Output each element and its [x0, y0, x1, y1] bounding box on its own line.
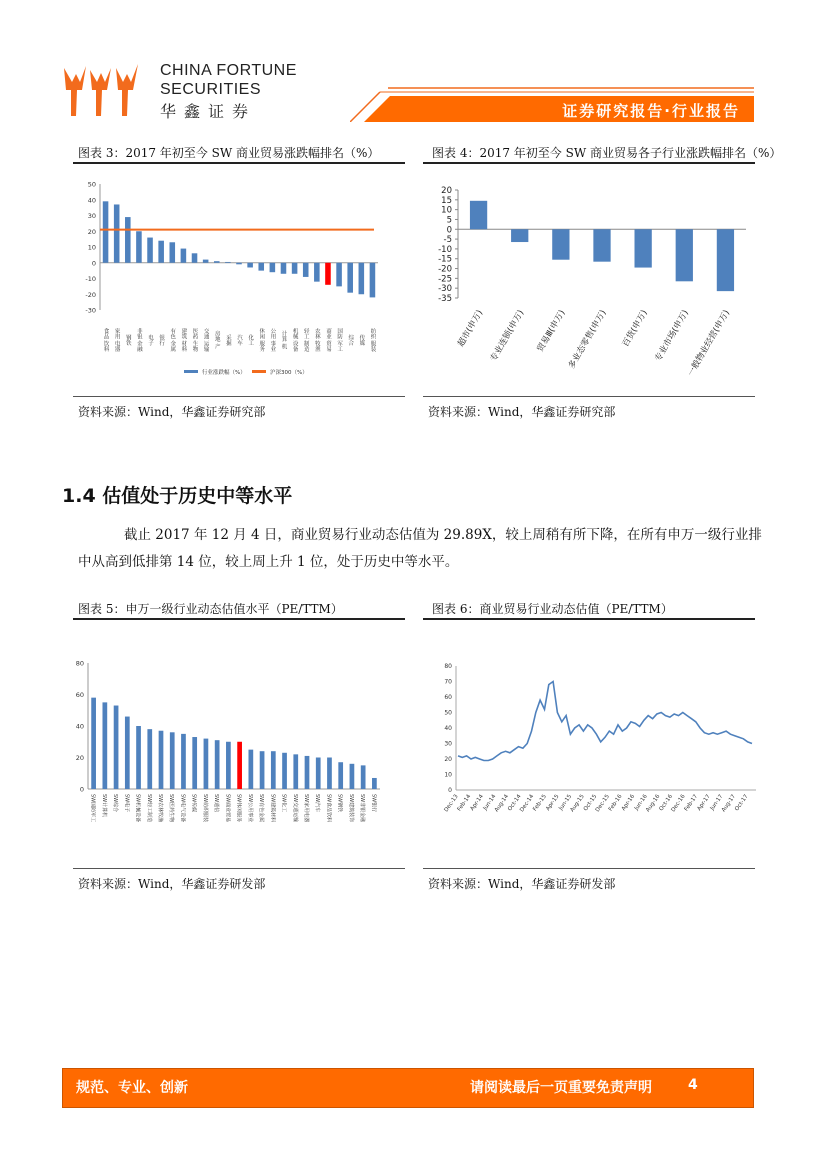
fig5-bar: [260, 751, 265, 789]
fig3-y-tick: -30: [85, 306, 96, 315]
fig3-bar: [258, 263, 264, 271]
fig3-bar: [236, 263, 242, 265]
fig6-x-label: Dec-15: [594, 793, 611, 814]
fig5-bar: [237, 742, 242, 789]
fig6-x-label: Aug-15: [569, 793, 586, 814]
fig5-y-tick: 40: [75, 722, 84, 731]
fig5-x-label: SW纺织服装: [201, 794, 208, 823]
fig6-x-label: Feb-16: [607, 793, 624, 813]
fig4-y-tick: 15: [441, 195, 452, 206]
fig3-x-label: 公用 事业: [269, 328, 276, 352]
fig6-x-label: Jun-14: [482, 793, 498, 812]
fig5-x-label: SW家用电器: [303, 794, 309, 823]
fig5-x-label: SW钢铁: [336, 794, 343, 813]
fig3-bar: [270, 263, 276, 272]
fig3-x-label: 采掘: [224, 334, 231, 346]
fig5-x-label: SW食品饮料: [325, 794, 332, 823]
fig3-x-label: 交通 运输: [202, 328, 209, 352]
fig4-bar: [717, 229, 734, 291]
fig6-x-label: Jun-15: [558, 793, 574, 812]
fig3-bar: [314, 263, 320, 282]
fig3-x-label: 汽车: [236, 334, 242, 346]
fig6-y-tick: 0: [448, 787, 452, 794]
fig5-bar: [181, 734, 186, 789]
fig5-x-label: SW传媒: [190, 794, 197, 813]
fig5-bar: [159, 731, 164, 789]
company-logo: [60, 60, 150, 118]
fig3-bar: [192, 253, 198, 262]
fig4-y-tick: -10: [438, 244, 452, 255]
fig3-x-label: 银行: [158, 334, 165, 346]
fig5-bar: [282, 753, 287, 789]
fig5-y-tick: 60: [75, 691, 84, 699]
fig3-bar: [181, 249, 187, 263]
fig5-bar: [316, 758, 321, 790]
section-heading: 1.4 估值处于历史中等水平: [62, 485, 293, 507]
fig5-x-label: SW非银金融: [359, 794, 366, 823]
fig3-bar: [247, 263, 253, 268]
company-name-cn: 华鑫证券: [160, 102, 257, 121]
fig6-chart: [430, 660, 760, 835]
fig6-y-tick: 10: [444, 771, 452, 779]
fig6-x-label: Dec-14: [519, 793, 536, 814]
fig4-x-label: 专业市场(申万): [653, 308, 691, 364]
fig3-x-label: 有色 金属: [169, 328, 176, 352]
fig3-chart: [74, 176, 404, 381]
fig3-bar: [303, 263, 309, 277]
fig3-legend-label: 行业涨跌幅（%）: [202, 370, 246, 376]
fig3-bottom-rule: [73, 396, 405, 397]
fig5-bar: [102, 702, 107, 789]
fig3-x-label: 轻工 制造: [302, 328, 309, 352]
fig5-x-label: SW综合: [112, 794, 119, 813]
fig6-x-label: Apr-15: [545, 793, 561, 813]
fig5-bar: [147, 729, 152, 789]
fig4-y-tick: 10: [441, 205, 452, 216]
fig3-x-label: 非银 金融: [135, 328, 142, 352]
fig3-bar: [147, 238, 153, 263]
fig6-y-tick: 70: [444, 678, 452, 686]
fig4-y-tick: -5: [443, 235, 452, 246]
fig6-y-tick: 20: [444, 756, 452, 763]
fig6-x-label: Feb-17: [683, 793, 700, 813]
fig3-x-label: 钢铁: [124, 334, 131, 346]
fig6-series-line: [458, 682, 752, 761]
fig6-y-tick: 30: [444, 740, 452, 748]
footer-disclaimer[interactable]: 请阅读最后一页重要免责声明: [470, 1080, 652, 1096]
fig5-bar: [372, 778, 377, 789]
fig3-bar: [114, 204, 120, 262]
fig6-x-label: Apr-17: [696, 793, 712, 813]
fig6-x-label: Jun-16: [633, 793, 649, 812]
fig4-top-rule: [423, 162, 755, 164]
fig6-y-tick: 50: [444, 709, 452, 717]
fig5-bar: [293, 754, 298, 789]
fig6-x-label: Feb-14: [456, 793, 473, 813]
fig4-x-label: 多业态零售(申万): [566, 308, 609, 371]
fig6-x-label: Oct-17: [734, 793, 750, 813]
fig3-y-tick: 0: [91, 259, 96, 268]
company-name-en-2: SECURITIES: [160, 81, 262, 98]
fig3-x-label: 国防 军工: [336, 328, 343, 352]
fig5-x-label: SW建筑装饰: [347, 794, 354, 823]
fig6-top-rule: [423, 618, 755, 620]
fig3-x-label: 食品 饮料: [102, 328, 109, 352]
fig3-y-tick: 30: [87, 212, 96, 220]
report-type-banner: 证券研究报告·行业报告: [562, 102, 740, 120]
fig5-bar: [204, 739, 209, 789]
fig5-bar: [305, 756, 310, 789]
fig4-bar: [676, 229, 693, 281]
fig5-bar: [226, 742, 231, 789]
fig4-bar: [511, 229, 528, 242]
fig3-y-tick: 40: [87, 196, 96, 205]
fig6-x-label: Apr-14: [469, 793, 485, 813]
fig3-bar: [158, 241, 164, 263]
fig6-y-tick: 40: [444, 725, 452, 732]
fig5-y-tick: 20: [75, 754, 84, 762]
fig4-y-tick: -20: [438, 264, 452, 275]
fig3-x-label: 综合: [347, 334, 354, 346]
fig3-y-tick: -10: [85, 275, 96, 283]
fig4-y-tick: 0: [446, 225, 452, 236]
fig3-bar: [347, 263, 353, 293]
fig5-bar: [114, 706, 119, 789]
fig3-legend-swatch-bar: [184, 370, 198, 373]
fig5-bar: [136, 726, 141, 789]
fig4-bar: [593, 229, 610, 261]
fig5-x-label: SW电子: [123, 794, 130, 813]
fig3-title: 图表 3：2017 年初至今 SW 商业贸易涨跌幅排名（%）: [78, 146, 380, 160]
fig5-y-tick: 0: [79, 785, 84, 794]
fig6-bottom-rule: [423, 868, 755, 869]
fig5-x-label: SW商业贸易: [224, 794, 231, 823]
fig3-bar: [325, 263, 331, 285]
fig4-y-tick: -30: [438, 284, 452, 295]
fig4-bar: [470, 201, 487, 229]
fig3-x-label: 化工: [247, 334, 254, 346]
fig4-y-tick: -35: [438, 294, 452, 304]
fig3-x-label: 机械 设备: [291, 328, 298, 352]
fig3-x-label: 房地 产: [213, 330, 220, 350]
logo-mark-icon: [60, 60, 150, 118]
fig5-x-label: SW化工: [280, 794, 287, 813]
footer-motto: 规范、专业、创新: [76, 1080, 188, 1096]
fig3-x-label: 传媒: [358, 334, 365, 346]
fig5-bar: [192, 737, 197, 789]
fig6-x-label: Oct-15: [582, 793, 599, 813]
fig4-source: 资料来源：Wind，华鑫证券研究部: [428, 405, 616, 419]
fig3-bar: [281, 263, 287, 274]
fig3-source: 资料来源：Wind，华鑫证券研究部: [78, 405, 266, 419]
fig3-legend-swatch-line: [252, 370, 266, 373]
fig5-x-label: SW银行: [370, 794, 377, 813]
fig4-y-tick: 5: [446, 215, 452, 226]
fig3-legend-label: 沪深300（%）: [270, 370, 308, 376]
fig5-bar: [170, 732, 175, 789]
fig6-y-tick: 60: [444, 694, 452, 701]
fig5-chart: [70, 655, 390, 850]
fig4-y-tick: -15: [438, 254, 452, 265]
fig3-y-tick: -20: [85, 290, 96, 299]
fig5-bar: [350, 764, 355, 789]
fig3-y-tick: 10: [87, 243, 96, 252]
fig3-bar: [136, 231, 142, 263]
fig4-x-label: 一般物业经营(申万): [686, 308, 733, 379]
fig5-bar: [361, 765, 366, 789]
fig5-x-label: SW建筑材料: [269, 794, 276, 823]
section-paragraph: 截止 2017 年 12 月 4 日，商业贸易行业动态估值为 29.89X，较上周稍有所下降，在所有申万一级行业排中从高到低排第 14 位，较上周上升 1 位，处于历史中等水平。: [78, 527, 762, 570]
fig3-x-label: 家用 电器: [113, 328, 120, 352]
fig6-source: 资料来源：Wind，华鑫证券研发部: [428, 877, 616, 891]
fig3-top-rule: [73, 162, 405, 164]
fig3-bar: [203, 260, 209, 263]
fig6-x-label: Aug-14: [493, 793, 511, 814]
fig3-y-tick: 50: [87, 180, 96, 189]
fig5-y-tick: 80: [75, 659, 84, 668]
fig3-y-tick: 20: [87, 227, 96, 236]
fig3-x-label: 商业 贸易: [324, 328, 331, 352]
fig6-x-label: Dec-13: [443, 793, 460, 814]
fig3-x-label: 计算 机: [280, 330, 287, 350]
fig5-x-label: SW公用事业: [246, 794, 253, 823]
fig6-x-label: Aug-16: [645, 793, 662, 814]
fig6-x-label: Jun-17: [709, 793, 725, 812]
fig6-y-tick: 80: [444, 663, 452, 670]
fig3-bar: [214, 261, 220, 263]
fig5-x-label: SW通信: [213, 794, 220, 813]
fig3-bar: [292, 263, 298, 274]
fig4-x-label: 百货(申万): [620, 308, 650, 349]
fig4-title: 图表 4：2017 年初至今 SW 商业贸易各子行业涨跌幅排名（%）: [432, 146, 782, 160]
fig3-x-label: 医药 生物: [191, 328, 198, 352]
fig6-x-label: Apr-16: [620, 793, 637, 813]
fig5-bar: [125, 717, 130, 789]
fig5-bar: [271, 751, 276, 789]
fig5-x-label: SW有色金属: [258, 794, 265, 823]
fig6-title: 图表 6：商业贸易行业动态估值（PE/TTM）: [432, 602, 673, 616]
fig4-y-tick: -25: [438, 274, 452, 285]
fig5-x-label: SW国防军工: [89, 794, 96, 823]
fig5-x-label: SW交通运输: [291, 794, 298, 823]
fig3-bar: [359, 263, 365, 295]
fig5-top-rule: [73, 618, 405, 620]
fig6-x-label: Oct-14: [507, 793, 523, 813]
fig6-x-label: Aug-17: [720, 793, 738, 814]
fig5-x-label: SW电气设备: [179, 794, 186, 823]
fig5-bar: [327, 758, 332, 790]
fig5-bottom-rule: [73, 868, 405, 869]
fig4-x-label: 贸易Ⅲ(申万): [535, 308, 568, 354]
fig5-bar: [248, 750, 253, 789]
fig5-x-label: SW轻工制造: [145, 794, 152, 823]
fig5-x-label: SW医药生物: [168, 794, 175, 823]
fig4-chart: [424, 180, 754, 380]
fig4-bottom-rule: [423, 396, 755, 397]
fig5-bar: [338, 762, 343, 789]
fig3-bar: [225, 262, 231, 263]
fig3-bar: [125, 217, 131, 263]
fig5-title: 图表 5：申万一级行业动态估值水平（PE/TTM）: [78, 602, 343, 616]
fig3-x-label: 休闲 服务: [258, 328, 265, 352]
fig3-x-label: 纺织 服装: [369, 328, 376, 352]
fig5-x-label: SW机械设备: [134, 794, 141, 823]
fig3-bar: [170, 242, 176, 262]
fig3-bar: [103, 201, 109, 262]
fig5-bar: [215, 740, 220, 789]
fig3-x-label: 建筑 材料: [180, 328, 187, 352]
fig3-bar: [336, 263, 342, 287]
fig6-x-label: Dec-16: [670, 793, 687, 814]
fig5-x-label: SW汽车: [314, 794, 321, 813]
fig4-y-tick: 20: [441, 186, 452, 196]
fig4-bar: [552, 229, 569, 259]
fig3-bar: [370, 263, 376, 298]
fig4-x-label: 超市(申万): [456, 308, 486, 349]
fig5-x-label: SW计算机: [100, 794, 107, 818]
fig3-x-label: 电子: [147, 334, 154, 346]
fig3-x-label: 农林 牧渔: [313, 328, 320, 352]
fig5-source: 资料来源：Wind，华鑫证券研发部: [78, 877, 266, 891]
fig5-x-label: SW休闲服务: [235, 794, 242, 823]
fig6-x-label: Oct-16: [658, 793, 674, 813]
fig6-x-label: Feb-15: [532, 793, 548, 813]
company-name-en-1: CHINA FORTUNE: [160, 62, 297, 79]
fig4-x-label: 专业连锁(申万): [488, 308, 527, 364]
fig5-bar: [91, 698, 96, 789]
page-number: 4: [688, 1077, 698, 1093]
fig4-bar: [635, 229, 652, 267]
fig5-x-label: SW农林牧渔: [157, 794, 163, 823]
